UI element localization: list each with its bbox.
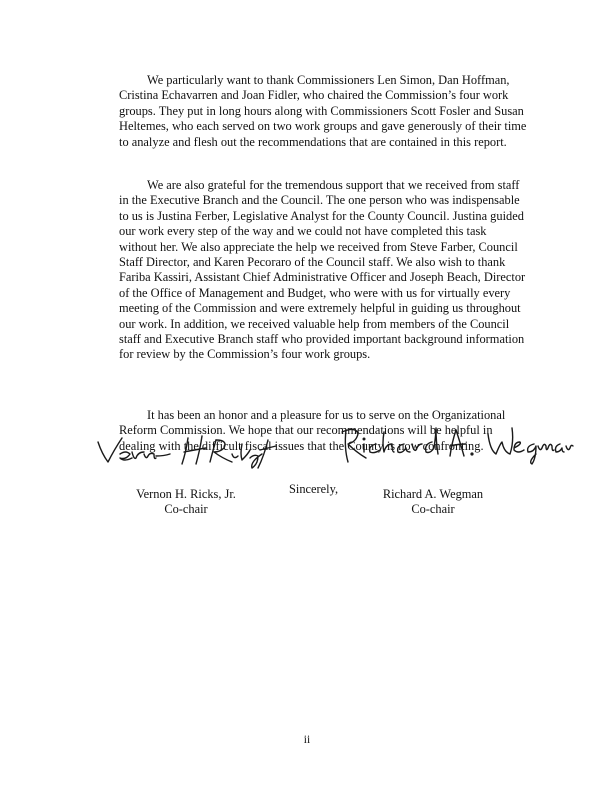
closing-salutation: Sincerely, bbox=[289, 482, 339, 496]
signature-wegman bbox=[338, 422, 574, 468]
paragraph-thanks-commissioners: We particularly want to thank Commissioners Len Simon, Dan Hoffman, Cristina Echavarren and Joan Fidler, who chaired the Commission’s four work groups. They put in long hours along with Commissioners Scott Fosler and Susan Heltemes, who each served on two work groups and gave generously of their time to analyze and flesh out the recommendations that are contained in this report. bbox=[119, 73, 527, 149]
signatory-title: Co-chair bbox=[411, 502, 455, 516]
paragraph-staff-support: We are also grateful for the tremendous support that we received from staff in the Executive Branch and the Council. The one person who was indispensable to us is Justina Ferber, Legislative Analyst for the County Council. Justina guided our work every step of the way and we could not have completed this task without her. We also appreciate the help we received from Steve Farber, Council Staff Director, and Karen Pecoraro of the Council staff. We also wish to thank Fariba Kassiri, Assistant Chief Administrative Officer and Joseph Beach, Director of the Office of Management and Budget, who were with us for virtually every meeting of the Commission and were extremely helpful in guiding us throughout our work. In addition, we received valuable help from members of the Council staff and Executive Branch staff who provided important background information for review by the Commission’s four work groups. bbox=[119, 178, 526, 362]
signatory-wegman bbox=[373, 487, 493, 517]
signatory-title: Co-chair bbox=[164, 502, 208, 516]
paragraph-honor: It has been an honor and a pleasure for us to serve on the Organizational Reform Commission. We hope that our recommendations will be helpful in dealing with the difficult fiscal issues that the County is now confronting. bbox=[119, 408, 506, 453]
signatory-ricks bbox=[128, 487, 244, 517]
signature-ricks bbox=[92, 432, 292, 472]
page-number: ii bbox=[303, 734, 311, 746]
signatory-name: Vernon H. Ricks, Jr. bbox=[136, 487, 236, 501]
signatory-name: Richard A. Wegman bbox=[382, 487, 484, 501]
